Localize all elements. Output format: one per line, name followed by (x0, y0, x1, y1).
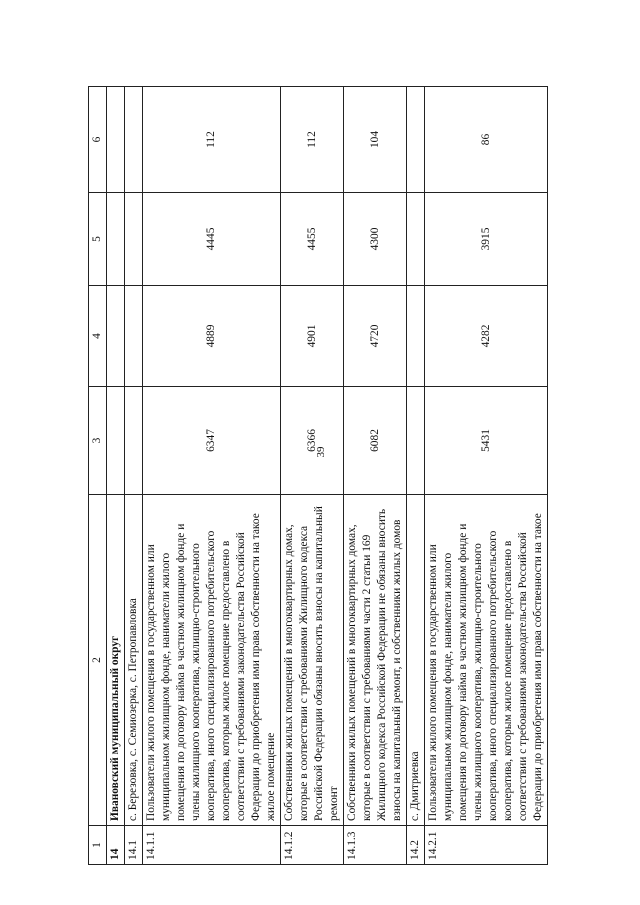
row-value: 6082 (344, 387, 407, 495)
row-text: Собственники жилых помещений в многоквартирных домах, которые в соответствии с требованиями части 2 статьи 169 Жилищного кодекса Российской Федерации не обязаны вносить взносы на капитальный ремонт, и собственники жилых домов (344, 495, 407, 826)
table-row (107, 87, 125, 865)
table-row (407, 87, 425, 865)
row-text: Пользователи жилого помещения в государственном или муниципальном жилищном фонде, наниматели жилого помещения по договору найма в частном жилищном фонде и члены жилищного кооператива, жилищно-строительного кооператива, иного специализированного потребительского кооператива, которым жилое помещение предоставлено в соответствии с требованиями законодательства Российской Федерации до приобретения ими права собственности на такое жилое помещение (143, 495, 281, 826)
row-code: 14.1 (125, 826, 143, 865)
row-text: Пользователи жилого помещения в государственном или муниципальном жилищном фонде, наниматели жилого помещения по договору найма в частном жилищном фонде и члены жилищного кооператива, жилищно-строительного кооператива, иного специализированного потребительского кооператива, которым жилое помещение предоставлено в соответствии с требованиями законодательства Российской Федерации до приобретения ими права собственности на такое (425, 495, 548, 826)
row-value: 6366 (281, 387, 344, 495)
row-text: с. Березовка, с. Семиозерка, с. Петропавловка (125, 495, 143, 826)
row-value: 112 (281, 87, 344, 193)
row-value (125, 387, 143, 495)
header-cell: 1 (89, 826, 107, 865)
header-cell: 6 (89, 87, 107, 193)
table-row (425, 87, 548, 865)
row-value (125, 193, 143, 286)
row-value: 4455 (281, 193, 344, 286)
row-code: 14.1.3 (344, 826, 407, 865)
row-value: 4889 (143, 286, 281, 387)
row-value (407, 286, 425, 387)
row-value: 4300 (344, 193, 407, 286)
page-number: 39 (315, 446, 327, 458)
row-value: 5431 (425, 387, 548, 495)
row-value (107, 387, 125, 495)
table-row (125, 87, 143, 865)
row-code: 14.2 (407, 826, 425, 865)
row-value (107, 193, 125, 286)
header-cell: 4 (89, 286, 107, 387)
row-text: Собственники жилых помещений в многоквартирных домах, которые в соответствии с требованиями Жилищного кодекса Российской Федерации обязаны вносить взносы на капитальный ремонт (281, 495, 344, 826)
row-value (407, 387, 425, 495)
row-code: 14.2.1 (425, 826, 548, 865)
row-value (407, 193, 425, 286)
row-value (107, 286, 125, 387)
row-value (125, 286, 143, 387)
row-value: 4445 (143, 193, 281, 286)
row-value: 112 (143, 87, 281, 193)
row-text: с. Дмитриевка (407, 495, 425, 826)
table-row (143, 87, 281, 865)
table-row (281, 87, 344, 865)
tariff-table (88, 86, 548, 865)
row-value: 104 (344, 87, 407, 193)
header-cell: 3 (89, 387, 107, 495)
row-value: 6347 (143, 387, 281, 495)
header-row (89, 87, 107, 865)
row-value (107, 87, 125, 193)
header-cell: 5 (89, 193, 107, 286)
row-value: 3915 (425, 193, 548, 286)
row-value (407, 87, 425, 193)
rotated-table-container (88, 87, 606, 865)
header-cell: 2 (89, 495, 107, 826)
row-code: 14.1.1 (143, 826, 281, 865)
row-value (125, 87, 143, 193)
row-value: 4282 (425, 286, 548, 387)
table-row (344, 87, 407, 865)
row-code: 14 (107, 826, 125, 865)
row-value: 4720 (344, 286, 407, 387)
row-value: 86 (425, 87, 548, 193)
row-text: Ивановский муниципальный округ (107, 495, 125, 826)
row-value: 4901 (281, 286, 344, 387)
row-code: 14.1.2 (281, 826, 344, 865)
